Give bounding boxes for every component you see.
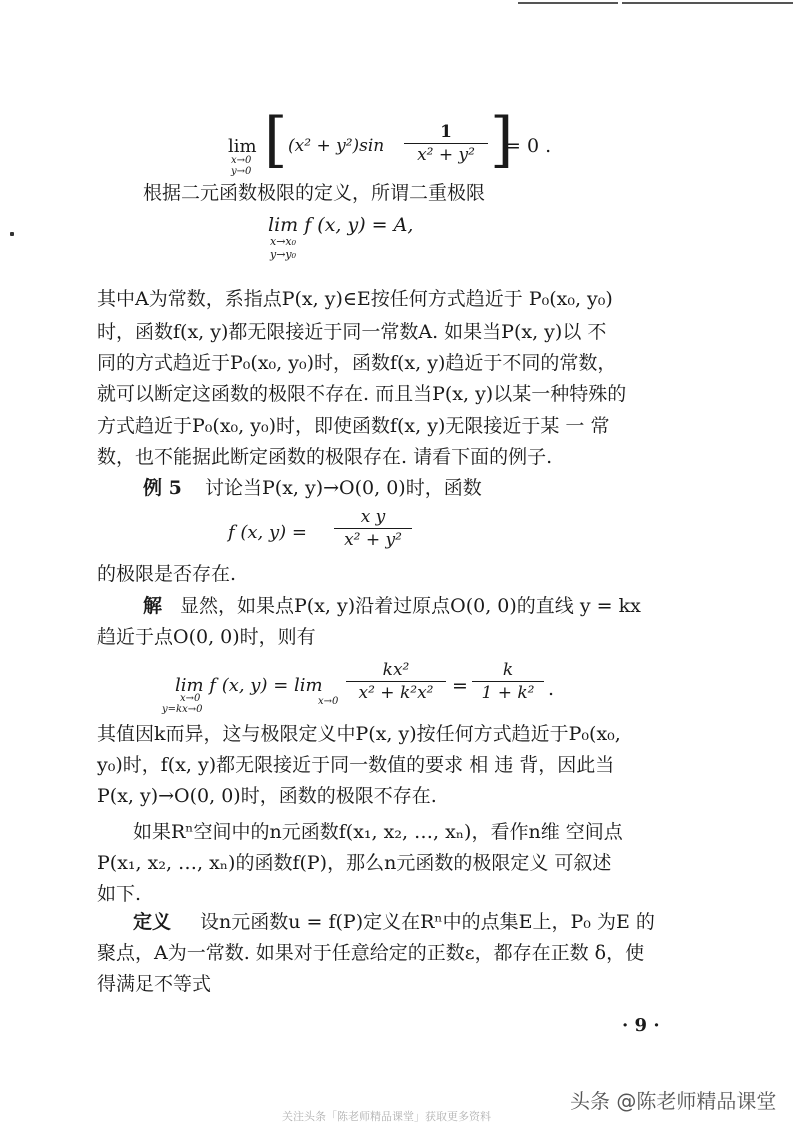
eq4-denominator-2: 1 + k² bbox=[481, 683, 535, 703]
paragraph-3: 的极限是否存在. bbox=[97, 563, 237, 585]
solution-line-2: 趋近于点O(0, 0)时，则有 bbox=[97, 626, 316, 648]
eq4-denominator-1: x² + k²x² bbox=[358, 683, 434, 703]
watermark-text: 头条 @陈老师精品课堂 bbox=[570, 1089, 777, 1113]
eq1-sub-x: x→0 bbox=[231, 155, 252, 166]
eq3-lhs: f (x, y) = bbox=[228, 522, 307, 543]
page-number: · 9 · bbox=[622, 1015, 660, 1036]
paragraph-5-line-2: P(x₁, x₂, …, xₙ)的函数f(P)，那么n元函数的极限定义 可叙述 bbox=[97, 852, 612, 874]
eq2-expression: lim f (x, y) = A, bbox=[268, 214, 414, 236]
paragraph-4-line-2: y₀)时，f(x, y)都无限接近于同一数值的要求 相 违 背，因此当 bbox=[97, 754, 615, 776]
eq1-rhs: = 0 . bbox=[505, 135, 552, 157]
example-label: 例 5 bbox=[143, 477, 182, 499]
eq3-denominator: x² + y² bbox=[344, 530, 402, 550]
paragraph-4-line-3: P(x, y)→O(0, 0)时，函数的极限不存在. bbox=[97, 785, 437, 807]
solution-label: 解 bbox=[143, 595, 163, 617]
paragraph-5-line-3: 如下. bbox=[97, 883, 142, 905]
eq4-fraction-bar-2 bbox=[472, 681, 544, 682]
eq1-numerator: 1 bbox=[440, 122, 452, 142]
top-scan-rule-right bbox=[622, 2, 793, 4]
eq3-fraction bbox=[334, 507, 412, 550]
eq2-sub-y: y→y₀ bbox=[270, 248, 297, 261]
eq4-fraction-2 bbox=[472, 660, 544, 703]
eq2-sub-x: x→x₀ bbox=[270, 235, 297, 248]
eq4-sub-1a: x→0 bbox=[180, 693, 201, 704]
paragraph-5-line-1: 如果Rⁿ空间中的n元函数f(x₁, x₂, …, xₙ)，看作n维 空间点 bbox=[133, 821, 623, 843]
paragraph-2-line-3: 同的方式趋近于P₀(x₀, y₀)时，函数f(x, y)趋近于不同的常数， bbox=[97, 352, 617, 374]
paragraph-1: 根据二元函数极限的定义，所谓二重极限 bbox=[143, 182, 486, 204]
eq4-end: . bbox=[548, 678, 555, 700]
top-scan-rule-left bbox=[518, 2, 618, 4]
paragraph-2-line-4: 就可以断定这函数的极限不存在. 而且当P(x, y)以某一种特殊的 bbox=[97, 383, 627, 405]
eq4-numerator-2: k bbox=[502, 660, 514, 680]
eq1-sub-y: y→0 bbox=[231, 166, 252, 177]
eq1-denominator: x² + y² bbox=[417, 145, 475, 165]
eq1-fraction-bar bbox=[404, 143, 488, 144]
eq4-sub-2: x→0 bbox=[318, 696, 339, 707]
definition-line-2: 聚点，A为一常数. 如果对于任意给定的正数ε，都存在正数 δ，使 bbox=[97, 942, 645, 964]
eq1-lim: lim bbox=[228, 136, 257, 157]
eq3-numerator: x y bbox=[360, 507, 386, 527]
eq1-fraction bbox=[404, 122, 488, 165]
scan-dot-mark bbox=[10, 232, 14, 236]
eq3-fraction-bar bbox=[334, 528, 412, 529]
solution-line-1: 显然，如果点P(x, y)沿着过原点O(0, 0)的直线 y = kx bbox=[180, 595, 641, 617]
example-text: 讨论当P(x, y)→O(0, 0)时，函数 bbox=[205, 477, 482, 499]
eq1-left-bracket: [ bbox=[264, 105, 288, 175]
eq4-equals: = bbox=[452, 675, 468, 697]
paragraph-4-line-1: 其值因k而异，这与极限定义中P(x, y)按任何方式趋近于P₀(x₀, bbox=[97, 723, 621, 745]
eq4-fraction-bar-1 bbox=[346, 681, 446, 682]
eq4-sub-1b: y=kx→0 bbox=[162, 704, 203, 715]
eq4-lhs: lim f (x, y) = lim bbox=[175, 675, 323, 696]
footer-note: 关注头条「陈老师精品课堂」获取更多资料 bbox=[282, 1110, 491, 1123]
eq1-right-bracket: ] bbox=[490, 105, 514, 175]
eq1-expression: (x² + y²)sin bbox=[288, 136, 385, 156]
eq4-numerator-1: kx² bbox=[382, 660, 410, 680]
definition-label: 定义 bbox=[133, 911, 172, 933]
definition-line-1: 设n元函数u = f(P)定义在Rⁿ中的点集E上，P₀ 为E 的 bbox=[200, 911, 655, 933]
paragraph-2-line-2: 时，函数f(x, y)都无限接近于同一常数A. 如果当P(x, y)以 不 bbox=[97, 321, 607, 343]
definition-line-3: 得满足不等式 bbox=[97, 973, 212, 995]
paragraph-2-line-1: 其中A为常数，系指点P(x, y)∈E按任何方式趋近于 P₀(x₀, y₀) bbox=[97, 288, 613, 310]
paragraph-2-line-5: 方式趋近于P₀(x₀, y₀)时，即使函数f(x, y)无限接近于某 一 常 bbox=[97, 415, 610, 437]
eq4-fraction-1 bbox=[346, 660, 446, 703]
paragraph-2-line-6: 数，也不能据此断定函数的极限存在. 请看下面的例子. bbox=[97, 446, 553, 468]
